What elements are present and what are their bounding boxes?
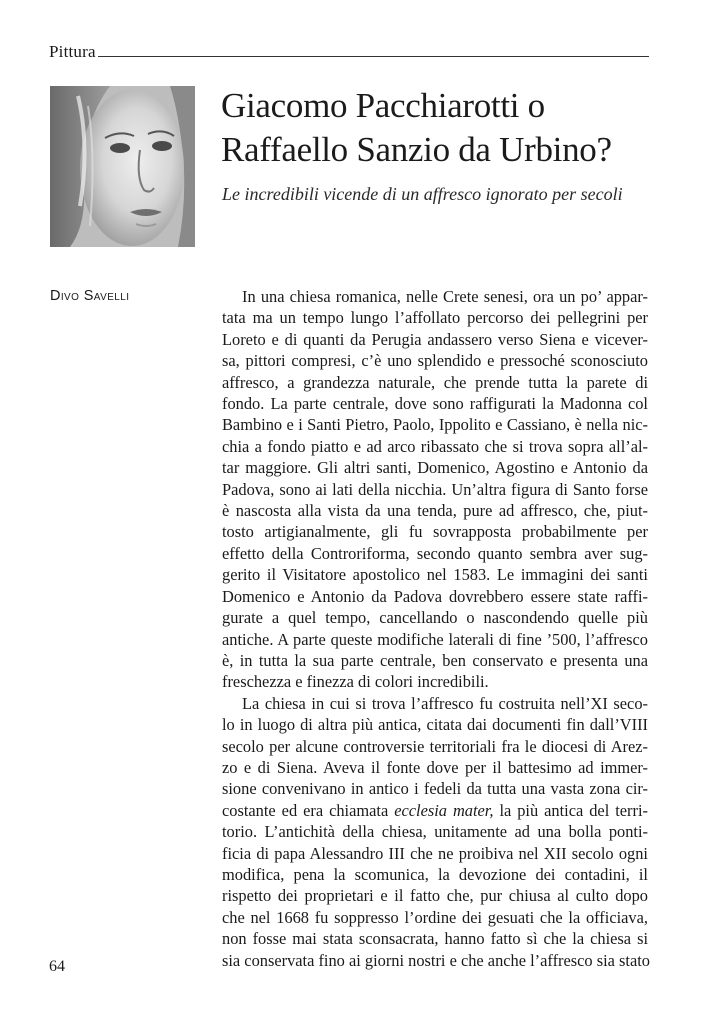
body-line: chia a fondo piatto e ad arco ribassato che si trova sopra all’al- [222,436,648,456]
body-line: In una chiesa romanica, nelle Crete senesi, ora un po’ appar- [242,287,648,306]
portrait-face-illustration [50,86,195,247]
body-line: è, in tutta la sua parte centrale, ben conservato e presenta una [222,650,648,670]
body-line: secolo per alcune controversie territoriali fra le diocesi di Arez- [222,736,648,756]
portrait-image [50,86,195,247]
article-body [222,286,648,971]
body-line-italic-term: ecclesia mater, [394,800,494,820]
body-line: rispetto dei proprietari e il fatto che, pur chiusa al culto dopo [222,886,648,906]
body-line: effetto della Controriforma, secondo quanto sembra aver sug- [222,543,648,563]
body-line-part: costante ed era chiamata [222,800,389,820]
author-name: Divo Savelli [50,288,130,304]
body-line: zo e di Siena. Aveva il fonte dove per il battesimo ad immer- [222,757,648,777]
body-line-part: la più antica del terri- [499,800,648,820]
body-line: è nascosta alla vista da una tenda, pure ad affresco, che, piut- [222,501,648,521]
body-line: tata ma un tempo lungo l’affollato percorso dei pellegrini per [222,308,648,328]
body-line: non fosse mai stata sconsacrata, hanno fatto sì che la chiesa si [222,929,648,949]
body-line: La chiesa in cui si trova l’affresco fu costruita nell’XI seco- [242,693,648,713]
body-line: antiche. A parte queste modifiche laterali di fine ’500, l’affresco [222,629,648,649]
body-line: gerito il Visitatore apostolico nel 1583. Le immagini dei santi [222,565,648,585]
body-line: tosto artigianalmente, gli fu sovrapposta probabilmente per [222,522,648,542]
body-line: gurate a quel tempo, cancellando o nascondendo quelle più [222,608,648,628]
section-header [49,36,649,60]
article-subtitle: Le incredibili vicende di un affresco ignorato per secoli [222,184,623,204]
body-line: lo in luogo di altra più antica, citata dai documenti fin dall’VIII [222,715,648,735]
body-line: Domenico e Antonio da Padova dovrebbero essere state raffi- [222,586,648,606]
body-line: sa, pittori compresi, c’è uno splendido e pressoché sconosciuto [222,351,648,371]
body-line: affresco, a grandezza naturale, che prende tutta la parete di [222,372,648,392]
body-line: sia conservata fino ai giorni nostri e che anche l’affresco sia stato [222,950,650,970]
body-line: sione convenivano in antico i fedeli da tutta una vasta zona cir- [222,779,648,799]
section-label: Pittura [49,42,96,61]
body-line: modifica, pena la scomunica, la devozione dei contadini, il [222,864,648,884]
article-title [221,84,661,172]
body-line: ficia di papa Alessandro III che ne proibiva nel XII secolo ogni [222,843,648,863]
body-line-with-italic [222,800,648,821]
body-line: freschezza e finezza di colori incredibili. [222,672,489,692]
body-line: tar maggiore. Gli altri santi, Domenico, Agostino e Antonio da [222,458,648,478]
body-line: Bambino e i Santi Pietro, Paolo, Ippolito e Cassiano, è nella nic- [222,415,648,435]
title-line-1: Giacomo Pacchiarotti o [221,86,545,125]
page-number: 64 [49,958,65,975]
body-line: fondo. La parte centrale, dove sono raffigurati la Madonna col [222,394,648,414]
body-line: Loreto e di quanti da Perugia andassero verso Siena e vicever- [222,329,648,349]
body-line: che nel 1668 fu soppresso l’ordine dei gesuati che la officiava, [222,907,648,927]
body-line: Padova, sono ai lati della nicchia. Un’altra figura di Santo forse [222,479,648,499]
body-line: torio. L’antichità della chiesa, unitamente ad una bolla ponti- [222,822,648,842]
section-rule [98,56,649,57]
title-line-2: Raffaello Sanzio da Urbino? [221,130,612,169]
